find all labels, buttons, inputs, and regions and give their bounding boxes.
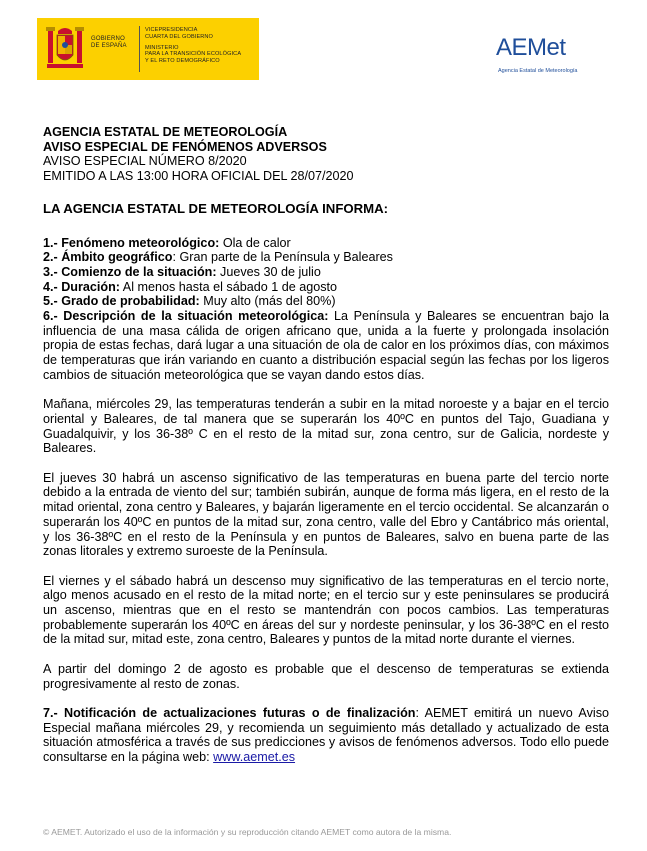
gobierno-label: GOBIERNO DE ESPAÑA <box>91 36 127 49</box>
copyright-footer: © AEMET. Autorizado el uso de la información y su reproducción citando AEMET como autora de la misma. <box>43 827 452 837</box>
item-duration: 4.- Duración: Al menos hasta el sábado 1 de agosto <box>43 279 338 294</box>
item-notification: 7.- Notificación de actualizaciones futuras o de finalización: AEMET emitirá un nuevo Aviso Especial mañana miércoles 29, y recomienda un seguimiento más detallado y actualizado de esta situación atmosférica a través de sus predicciones y avisos de fenómenos adversos. Todo ello puede consultarse en la página web: www.aemet.es <box>43 705 609 765</box>
aemet-wordmark: AEMet <box>496 34 566 61</box>
aemet-logo <box>496 34 586 80</box>
item-start: 3.- Comienzo de la situación: Jueves 30 de julio <box>43 264 321 279</box>
page-header <box>0 0 647 110</box>
bulletin-title-block <box>43 125 609 184</box>
paragraph-friday-saturday: El viernes y el sábado habrá un descenso muy significativo de las temperaturas en el tercio norte, algo menos acusado en el resto de la mitad norte; en el tercio sur y este peninsulares se producirá un ascenso, mientras que en el resto se mantendrán con pocos cambios. Las temperaturas probablemente superarán los 40ºC en áreas del sur y nordeste peninsular, y los 36-38ºC en el resto de la mitad sur, mitad este, zona centro, Baleares y puntos de la mitad norte durante el viernes. <box>43 573 609 647</box>
aemet-website-link[interactable]: www.aemet.es <box>213 750 296 765</box>
government-logo <box>37 18 259 80</box>
paragraph-wednesday: Mañana, miércoles 29, las temperaturas tenderán a subir en la mitad noroeste y a bajar en el tercio oriental y Baleares, de tal manera que se superarán los 40ºC en puntos del Tajo, Guadiana y Guadalquivir, y los 36-38º C en el resto de la mitad sur, zona centro, sur de Galicia, nordeste y Baleares. <box>43 397 609 456</box>
bulletin-type-title: AVISO ESPECIAL DE FENÓMENOS ADVERSOS <box>43 139 327 154</box>
coat-of-arms-icon <box>45 25 85 71</box>
logo-divider <box>139 26 140 72</box>
bulletin-number: AVISO ESPECIAL NÚMERO 8/2020 <box>43 154 247 169</box>
bulletin-body <box>43 125 609 765</box>
issued-at: EMITIDO A LAS 13:00 HORA OFICIAL DEL 28/07/2020 <box>43 169 354 184</box>
item-probability: 5.- Grado de probabilidad: Muy alto (más del 80%) <box>43 294 336 309</box>
paragraph-thursday: El jueves 30 habrá un ascenso significativo de las temperaturas en buena parte del tercio norte debido a la entrada de viento del sur; también subirán, aunque de forma más ligera, en el resto de la mitad oriental, zona centro y Baleares, y bajarán ligeramente en el tercio occidental. Se alcanzarán o superarán los 40ºC en puntos de la mitad sur, zona centro, valle del Ebro y Cantábrico más oriental, y los 36-38ºC en el resto de la Península y en puntos de Baleares, salvo en buena parte de las zonas litorales y extremo suroeste de la Península. <box>43 470 609 559</box>
inform-heading: LA AGENCIA ESTATAL DE METEOROLOGÍA INFORMA: <box>43 200 389 216</box>
paragraph-sunday: A partir del domingo 2 de agosto es probable que el descenso de temperaturas se extienda progresivamente al resto de zonas. <box>43 661 609 691</box>
ministry-label: VICEPRESIDENCIA CUARTA DEL GOBIERNO MINISTERIO PARA LA TRANSICIÓN ECOLÓGICA Y EL RETO DEMOGRÁFICO <box>145 27 242 65</box>
aemet-subtitle: Agencia Estatal de Meteorología <box>498 68 578 74</box>
agency-title: AGENCIA ESTATAL DE METEOROLOGÍA <box>43 125 288 139</box>
item-description: 6.- Descripción de la situación meteorológica: La Península y Baleares se encuentran bajo la influencia de una masa cálida de origen africano que, unida a la fuerte y prolongada insolación propia de estas fechas, dará lugar a una situación de ola de calor en los próximos días, con máximos de temperaturas que irán variando en cuanto a distribución espacial según las fechas por los ligeros cambios de situación meteorológica que se vayan dando estos días. <box>43 309 609 382</box>
item-phenomenon: 1.- Fenómeno meteorológico: Ola de calor <box>43 235 291 250</box>
item-scope: 2.- Ámbito geográfico: Gran parte de la Península y Baleares <box>43 250 393 265</box>
